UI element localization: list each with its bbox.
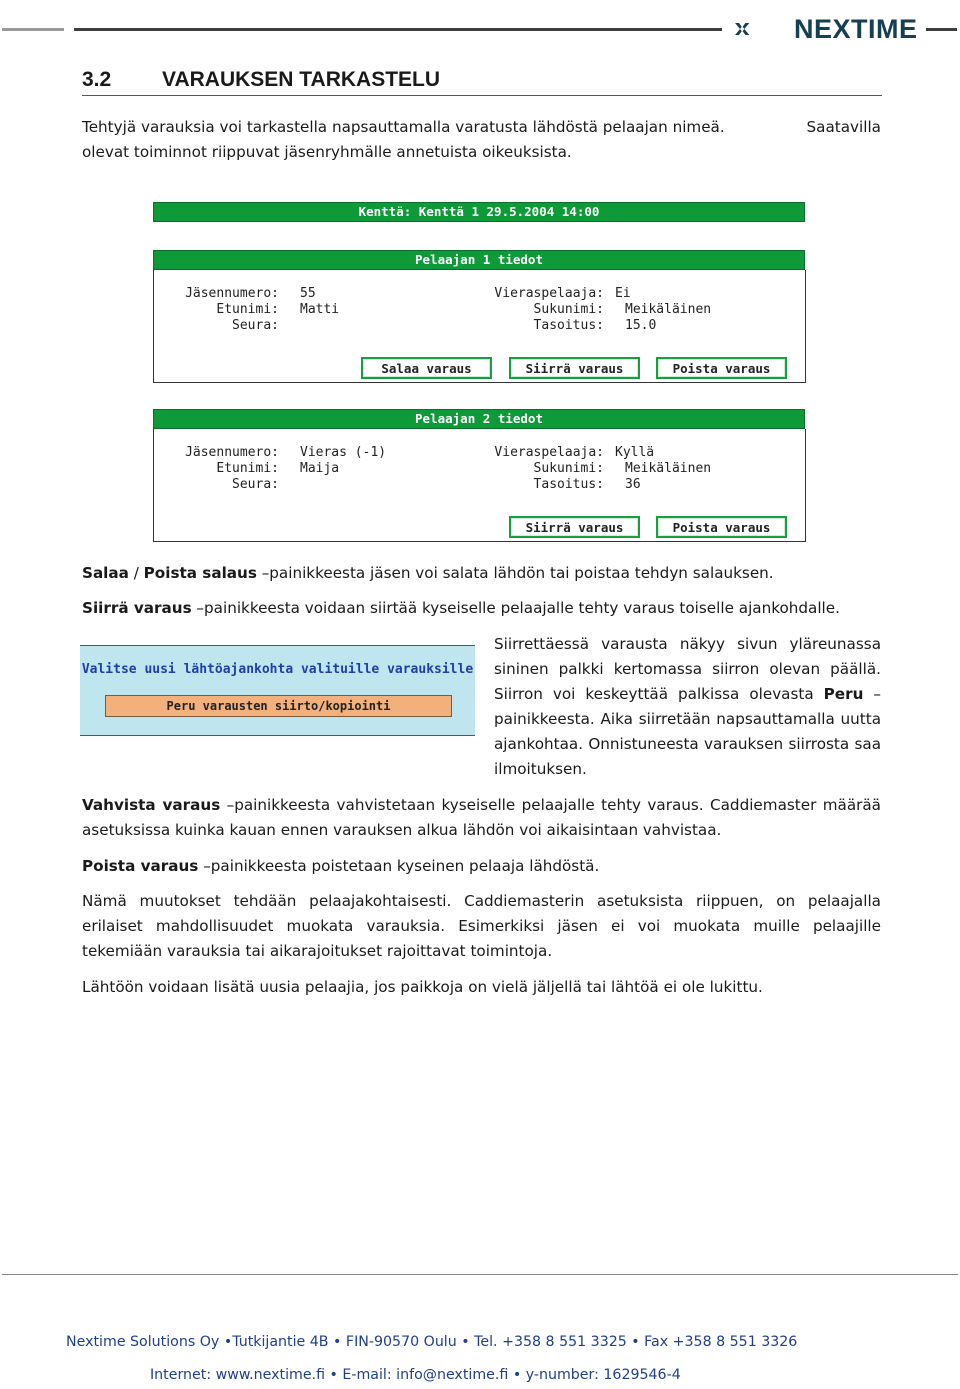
player2-value-guest: Kyllä (615, 445, 655, 460)
delete-term: Poista varaus (82, 857, 199, 875)
section-number: 3.2 (82, 68, 112, 91)
player2-value-member-number: Vieras (-1) (300, 445, 387, 460)
confirm-term: Vahvista varaus (82, 796, 221, 814)
move-explanation-part2: –painikkeesta. Aika siirretään napsauttamalla uutta ajankohtaa. Onnistuneesta varauksen siirrosta saa ilmoituksen. (494, 685, 882, 778)
add-players-paragraph: Lähtöön voidaan lisätä uusia pelaajia, jos paikkoja on vielä jäljellä tai lähtöä ei ole lukittu. (82, 978, 763, 996)
player1-panel (153, 270, 806, 383)
header-rule-main (74, 28, 722, 31)
player2-label-firstname: Etunimi: (216, 461, 279, 476)
cancel-term: Peru (823, 685, 864, 703)
header-rule-left (2, 28, 64, 31)
footer-web-line: Internet: www.nextime.fi • E-mail: info@nextime.fi • y-number: 1629546-4 (150, 1367, 681, 1383)
hide-separator: / (128, 564, 144, 582)
player2-value-handicap: 36 (625, 477, 641, 492)
hide-term: Salaa (82, 564, 129, 582)
intro-line-2: olevat toiminnot riippuvat jäsenryhmälle annetuista oikeuksista. (82, 143, 572, 161)
player1-label-member-number: Jäsennumero: (185, 286, 279, 301)
move-in-progress-title: Valitse uusi lähtöajankohta valituille varauksille (81, 662, 474, 677)
player1-value-lastname: Meikäläinen (625, 302, 712, 317)
confirm-description: –painikkeesta vahvistetaan kyseiselle pelaajalle tehty varaus. Caddiemaster määrää asetuksissa kuinka kauan ennen varauksen alkua lähdön voi aikaisintaan vahvistaa. (82, 796, 881, 839)
player2-label-club: Seura: (232, 477, 279, 492)
footer-contact-line: Nextime Solutions Oy •Tutkijantie 4B • FIN-90570 Oulu • Tel. +358 8 551 3325 • Fax +358 8 551 3326 (66, 1334, 798, 1350)
player2-label-handicap: Tasoitus: (533, 477, 604, 492)
confirm-paragraph (82, 793, 881, 843)
player1-label-lastname: Sukunimi: (533, 302, 604, 317)
player2-move-booking-button[interactable]: Siirrä varaus (509, 516, 640, 538)
section-heading (82, 68, 882, 96)
player1-value-handicap: 15.0 (625, 318, 657, 333)
unhide-term: Poista salaus (143, 564, 257, 582)
move-explanation-part1: Siirrettäessä varausta näkyy sivun yläreunassa sininen palkki kertomassa siirron olevan päällä. Siirron voi keskeyttää palkissa olevasta (494, 635, 881, 703)
player1-value-member-number: 55 (300, 286, 316, 301)
hide-description: –painikkeesta jäsen voi salata lähdön tai poistaa tehdyn salauksen. (256, 564, 774, 582)
brand-name: NEXTIME (794, 14, 918, 44)
delete-description: –painikkeesta poistetaan kyseinen pelaaja lähdöstä. (198, 857, 600, 875)
header-rule-right (926, 28, 957, 31)
intro-paragraph (82, 115, 881, 165)
player2-label-member-number: Jäsennumero: (185, 445, 279, 460)
changes-paragraph: Nämä muutokset tehdään pelaajakohtaisesti. Caddiemasterin asetuksista riippuen, on pelaajalla erilaiset mahdollisuudet muokata varauksia. Esimerkiksi jäsen ei voi muokata muille pelaajille tekemiään varauksia tai aikarajoitukset rajoittavat toimintoja. (82, 892, 881, 960)
delete-paragraph (82, 854, 881, 879)
nextime-x-logo-icon (734, 5, 794, 53)
player1-value-guest: Ei (615, 286, 631, 301)
hide-booking-button[interactable]: Salaa varaus (361, 357, 492, 379)
section-title: VARAUKSEN TARKASTELU (162, 68, 441, 91)
player2-label-lastname: Sukunimi: (533, 461, 604, 476)
move-description: –painikkeesta voidaan siirtää kyseiselle pelaajalle tehty varaus toiselle ajankohdalle. (191, 599, 840, 617)
player2-value-lastname: Meikäläinen (625, 461, 712, 476)
field-header-bar: Kenttä: Kenttä 1 29.5.2004 14:00 (153, 202, 805, 222)
player2-title-bar: Pelaajan 2 tiedot (153, 409, 805, 429)
player1-value-firstname: Matti (300, 302, 340, 317)
move-in-progress-bar (80, 645, 475, 736)
player2-value-firstname: Maija (300, 461, 340, 476)
player2-panel (153, 429, 806, 542)
player2-label-guest: Vieraspelaaja: (494, 445, 604, 460)
move-term: Siirrä varaus (82, 599, 192, 617)
hide-paragraph (82, 561, 881, 586)
move-booking-button[interactable]: Siirrä varaus (509, 357, 640, 379)
intro-line-1-right: Saatavilla (806, 118, 881, 136)
intro-line-1 (82, 115, 881, 140)
move-paragraph (82, 596, 881, 621)
player1-title-bar: Pelaajan 1 tiedot (153, 250, 805, 270)
footer-rule (2, 1274, 958, 1275)
player1-label-firstname: Etunimi: (216, 302, 279, 317)
delete-booking-button[interactable]: Poista varaus (656, 357, 787, 379)
move-explanation-paragraph (494, 632, 881, 782)
player2-delete-booking-button[interactable]: Poista varaus (656, 516, 787, 538)
player1-label-club: Seura: (232, 318, 279, 333)
intro-line-1-left: Tehtyjä varauksia voi tarkastella napsauttamalla varatusta lähdöstä pelaajan nimeä. (82, 118, 725, 136)
player1-label-handicap: Tasoitus: (533, 318, 604, 333)
cancel-move-button[interactable]: Peru varausten siirto/kopiointi (105, 695, 452, 717)
player1-label-guest: Vieraspelaaja: (494, 286, 604, 301)
